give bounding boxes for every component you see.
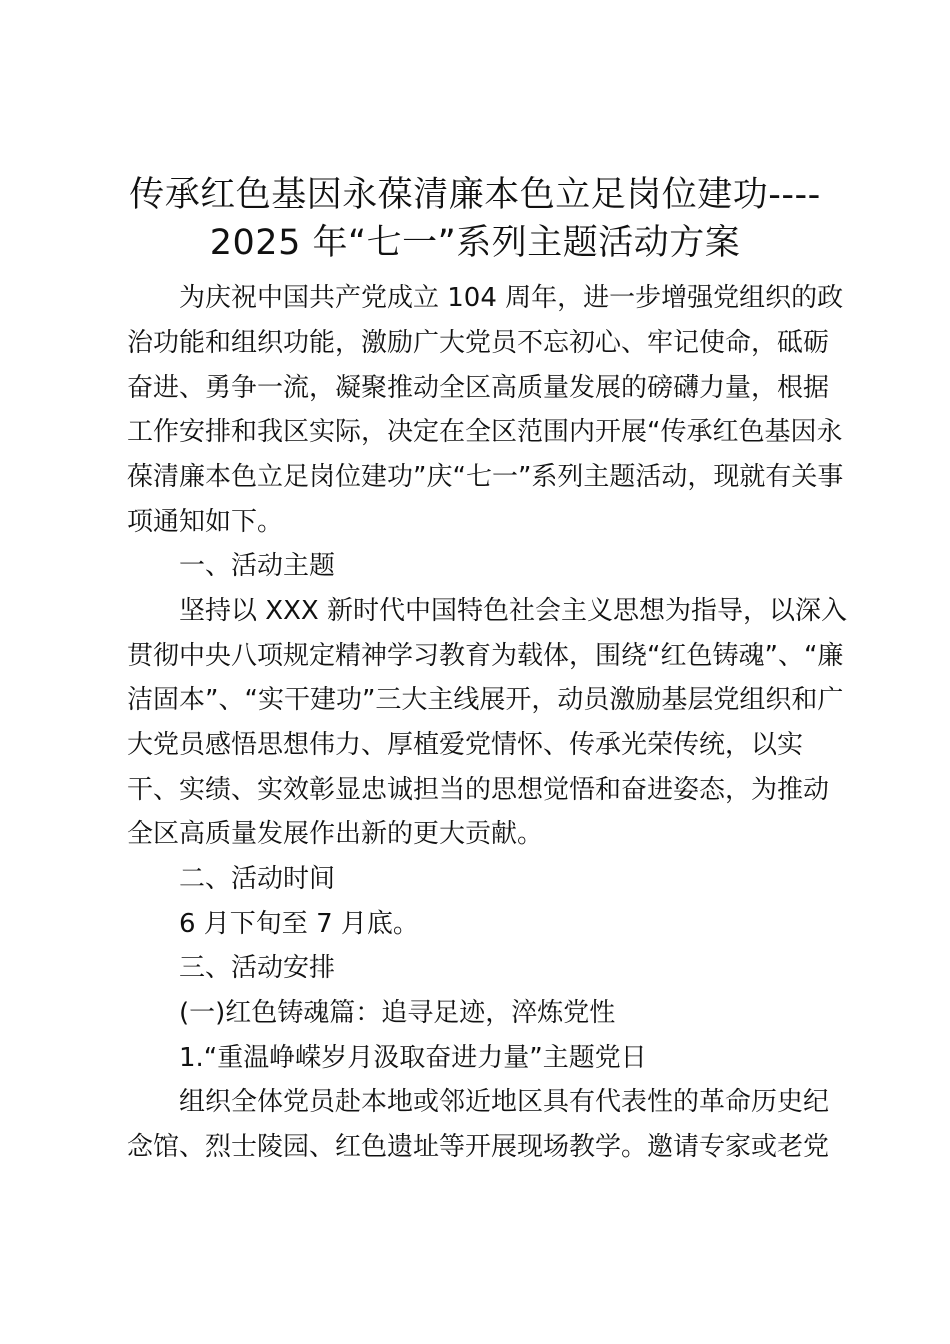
- intro-paragraph-line-2: 治功能和组织功能，激励广大党员不忘初心、牢记使命，砥砺: [127, 328, 830, 358]
- subsection-heading-red-soul: (一)红色铸魂篇：追寻足迹，淬炼党性: [179, 998, 616, 1028]
- section-heading-theme: 一、活动主题: [179, 551, 336, 581]
- theme-paragraph-line-3: 洁固本”、“实干建功”三大主线展开，动员激励基层党组织和广: [127, 685, 844, 715]
- intro-paragraph-line-4: 工作安排和我区实际，决定在全区范围内开展“传承红色基因永: [127, 417, 843, 447]
- intro-paragraph-line-3: 奋进、勇争一流，凝聚推动全区高质量发展的磅礴力量，根据: [127, 373, 830, 403]
- document-title-line-2: 2025 年“七一”系列主题活动方案: [209, 223, 741, 263]
- time-paragraph: 6 月下旬至 7 月底。: [179, 909, 419, 939]
- document-title-line-1: 传承红色基因永葆清廉本色立足岗位建功----: [129, 175, 821, 215]
- section-heading-time: 二、活动时间: [179, 864, 336, 894]
- intro-paragraph-line-1: 为庆祝中国共产党成立 104 周年，进一步增强党组织的政: [179, 283, 844, 313]
- theme-paragraph-line-4: 大党员感悟思想伟力、厚植爱党情怀、传承光荣传统，以实: [127, 730, 804, 760]
- theme-paragraph-line-1: 坚持以 XXX 新时代中国特色社会主义思想为指导，以深入: [179, 596, 847, 626]
- party-day-paragraph-line-1: 组织全体党员赴本地或邻近地区具有代表性的革命历史纪: [179, 1087, 830, 1117]
- intro-paragraph-line-6: 项通知如下。: [127, 507, 284, 537]
- item-heading-party-day: 1.“重温峥嵘岁月汲取奋进力量”主题党日: [179, 1043, 647, 1073]
- intro-paragraph-line-5: 葆清廉本色立足岗位建功”庆“七一”系列主题活动，现就有关事: [127, 462, 844, 492]
- theme-paragraph-line-5: 干、实绩、实效彰显忠诚担当的思想觉悟和奋进姿态，为推动: [127, 775, 830, 805]
- theme-paragraph-line-6: 全区高质量发展作出新的更大贡献。: [127, 819, 544, 849]
- section-heading-arrangement: 三、活动安排: [179, 953, 336, 983]
- party-day-paragraph-line-2: 念馆、烈士陵园、红色遗址等开展现场教学。邀请专家或老党: [127, 1132, 830, 1162]
- theme-paragraph-line-2: 贯彻中央八项规定精神学习教育为载体，围绕“红色铸魂”、“廉: [127, 641, 844, 671]
